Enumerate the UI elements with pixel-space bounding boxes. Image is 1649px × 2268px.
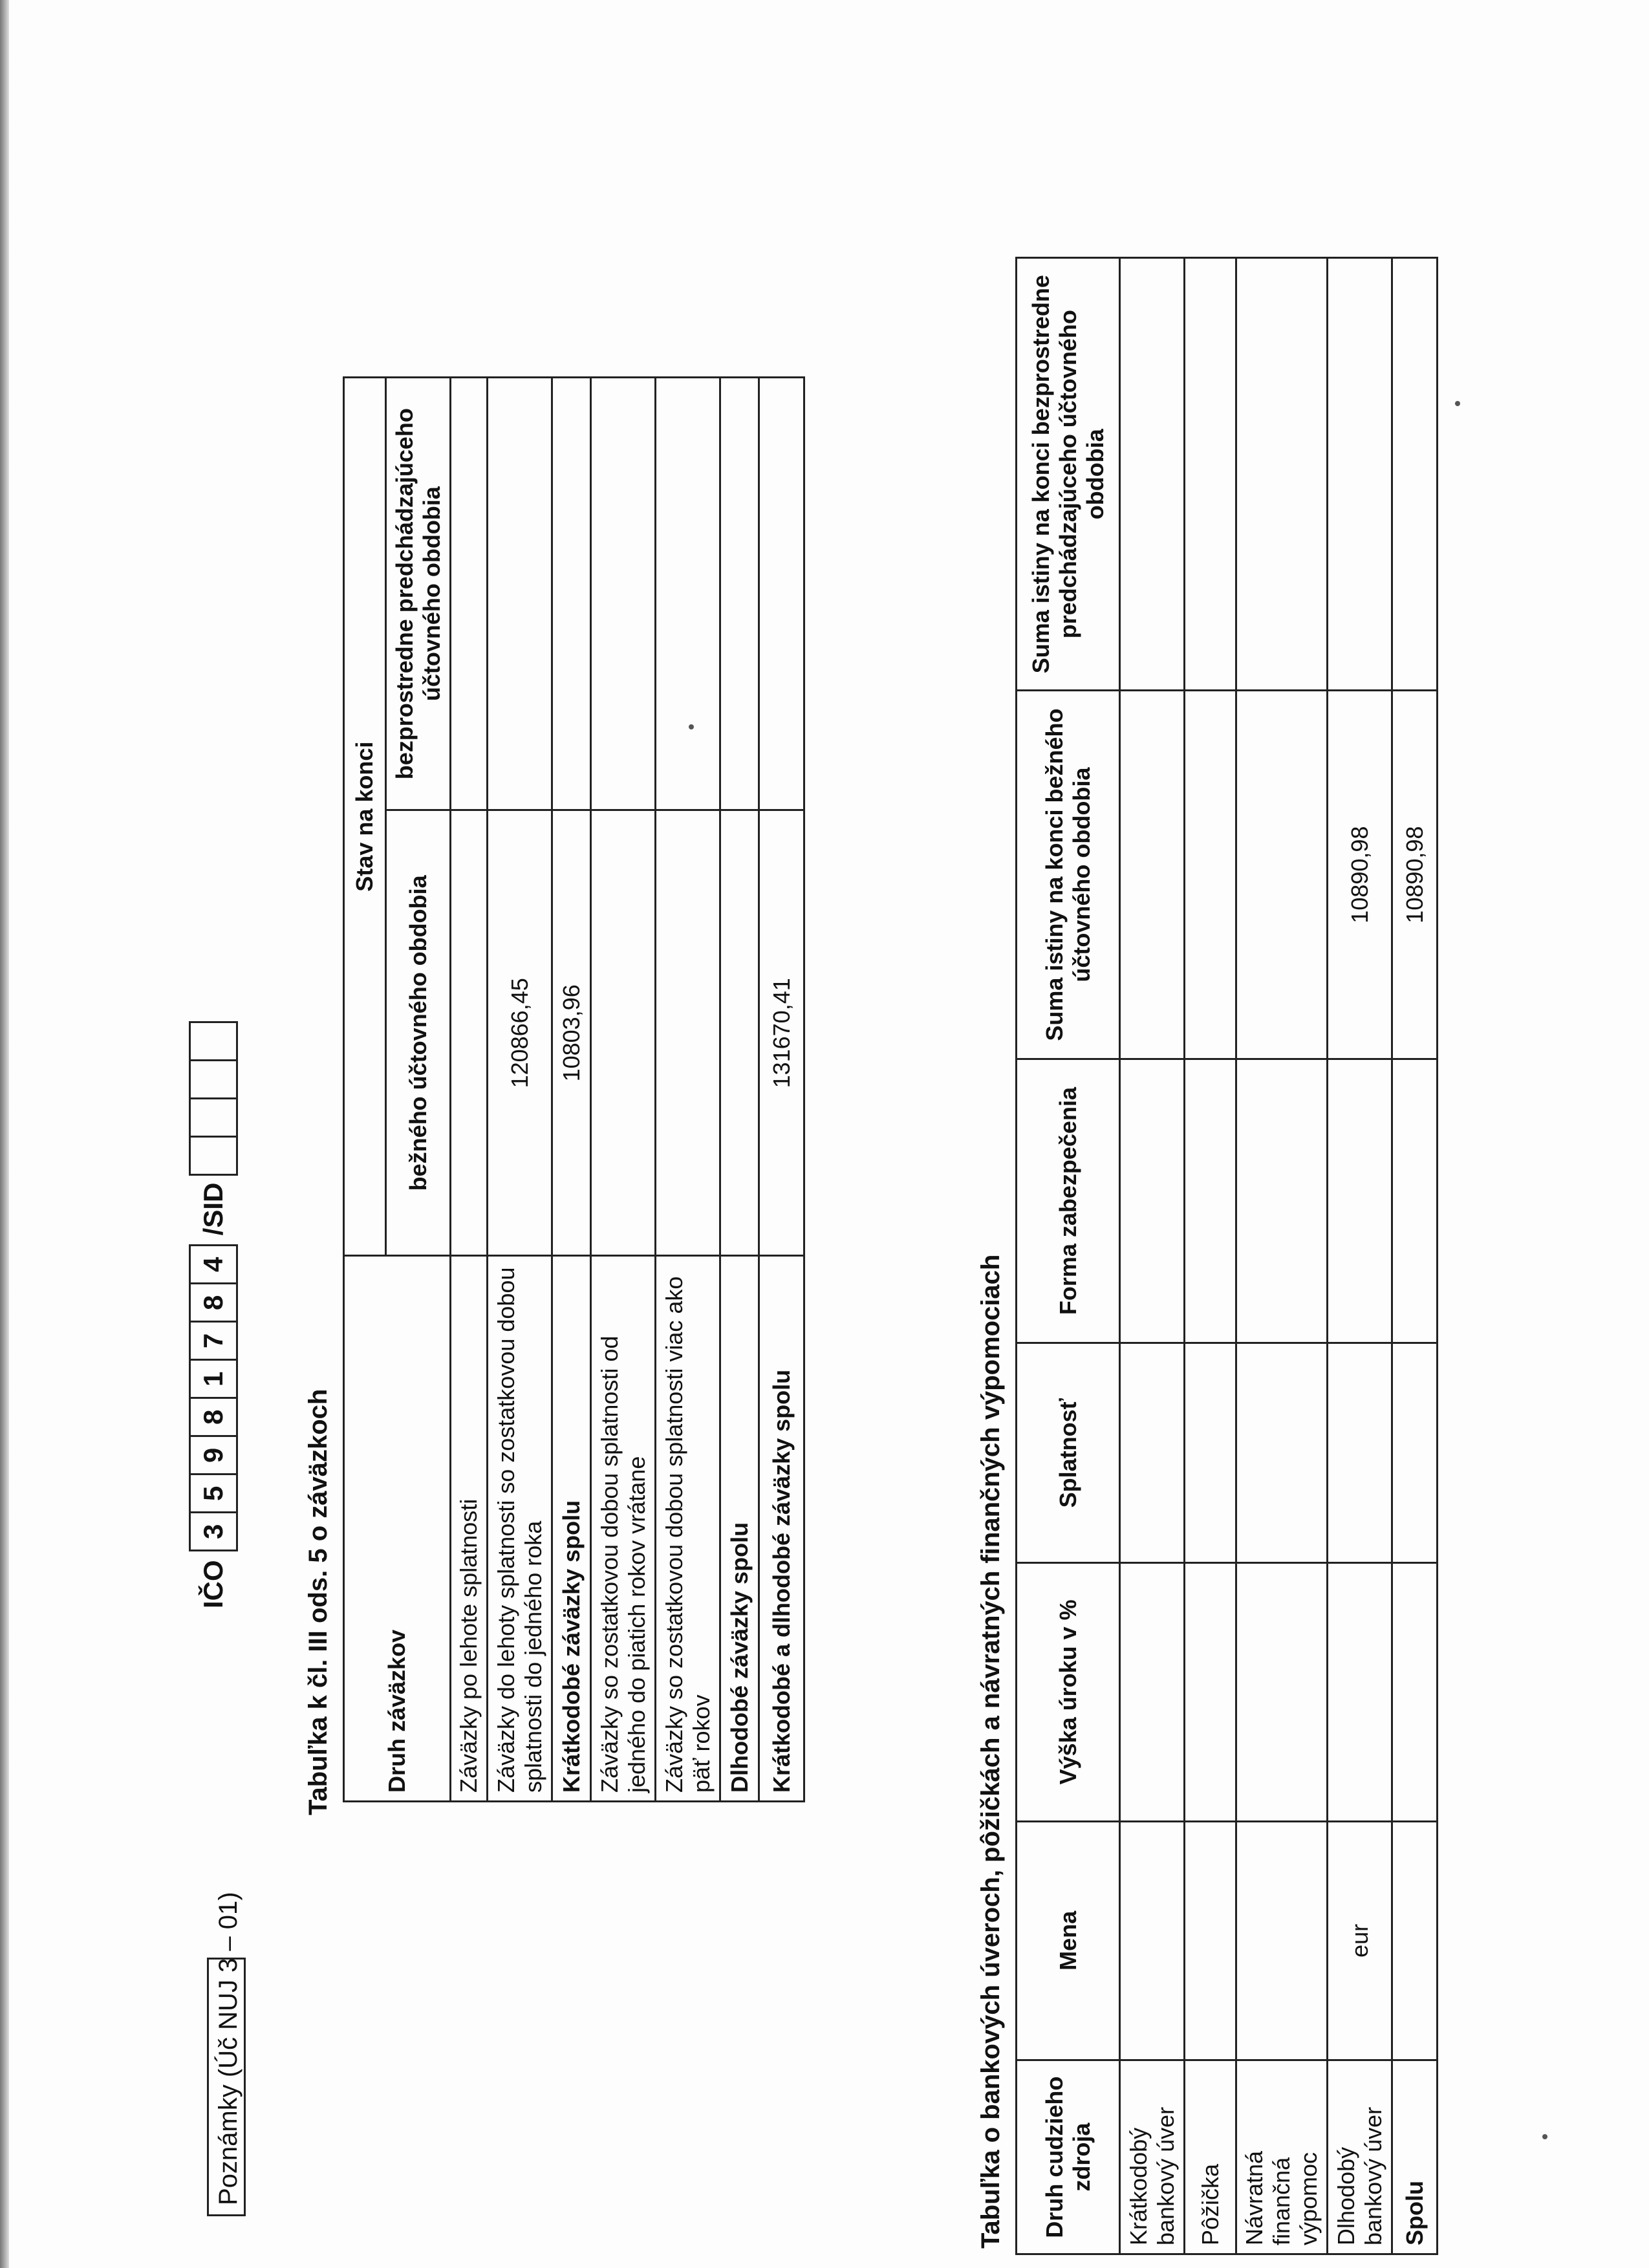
cell-security [1392, 1059, 1438, 1343]
value-previous [488, 378, 552, 810]
value-current [451, 810, 488, 1256]
row-label: Záväzky po lehote splatnosti [451, 1256, 488, 1802]
cell-previous [1236, 258, 1328, 691]
notes-label-box: Poznámky (Úč NUJ 3 – 01) [207, 1958, 246, 2216]
row-source: Dlhodobý bankový úver [1328, 2060, 1392, 2254]
table-row [720, 378, 759, 1802]
row-label: Záväzky so zostatkovou dobou splatnosti od jedného do piatich rokov vrátane [591, 1256, 656, 1802]
ico-digit: 1 [189, 1359, 238, 1399]
cell-previous [1185, 258, 1236, 691]
table2-caption: Tabuľka o bankových úveroch, pôžičkách a návratných finančných výpomociach [976, 1254, 1005, 2249]
row-label: Krátkodobé záväzky spolu [552, 1256, 591, 1802]
ico-digits [189, 1244, 238, 1550]
cell-rate [1392, 1563, 1438, 1822]
col-header-previous: bezprostredne predchádzajúceho účtovného obdobia [386, 378, 451, 810]
col-header-previous: Suma istiny na konci bezprostredne predchádzajúceho účtovného obdobia [1017, 258, 1120, 691]
cell-previous [1328, 258, 1392, 691]
cell-currency [1185, 1821, 1236, 2060]
value-previous [591, 378, 656, 810]
row-source: Návratná finančná výpomoc [1236, 2060, 1328, 2254]
value-previous [656, 378, 720, 810]
sid-digit [189, 1097, 238, 1138]
cell-due [1392, 1343, 1438, 1563]
row-label: Záväzky do lehoty splatnosti so zostatkovou dobou splatnosti do jedného roka [488, 1256, 552, 1802]
sid-digit [189, 1021, 238, 1061]
ico-label: IČO [198, 1560, 228, 1608]
ico-field [188, 1021, 239, 1608]
table-row [552, 378, 591, 1802]
cell-due [1236, 1343, 1328, 1563]
table-row [451, 378, 488, 1802]
cell-security [1236, 1059, 1328, 1343]
cell-current [1120, 691, 1185, 1059]
value-current [591, 810, 656, 1256]
ico-digit: 9 [189, 1435, 238, 1475]
col-header-group: Stav na konci [344, 378, 386, 1256]
cell-rate [1328, 1563, 1392, 1822]
col-header-source: Druh cudzieho zdroja [1017, 2060, 1120, 2254]
table-row [656, 378, 720, 1802]
col-header-rate: Výška úroku v % [1017, 1563, 1120, 1822]
cell-security [1120, 1059, 1185, 1343]
cell-due [1120, 1343, 1185, 1563]
value-previous [552, 378, 591, 810]
row-label: Dlhodobé záväzky spolu [720, 1256, 759, 1802]
table-row [759, 378, 804, 1802]
cell-current [1185, 691, 1236, 1059]
row-source: Krátkodobý bankový úver [1120, 2060, 1185, 2254]
row-source: Pôžička [1185, 2060, 1236, 2254]
value-previous [720, 378, 759, 810]
ico-digit: 3 [189, 1511, 238, 1551]
col-header-due: Splatnosť [1017, 1343, 1120, 1563]
ico-digit: 4 [189, 1244, 238, 1284]
cell-currency [1236, 1821, 1328, 2060]
table-row [1328, 258, 1392, 2254]
row-label: Záväzky so zostatkovou dobou splatnosti viac ako päť rokov [656, 1256, 720, 1802]
cell-current: 10890,98 [1328, 691, 1392, 1059]
value-previous [451, 378, 488, 810]
cell-currency [1120, 1821, 1185, 2060]
cell-current [1236, 691, 1328, 1059]
cell-previous [1120, 258, 1185, 691]
cell-security [1328, 1059, 1392, 1343]
sid-digit [189, 1136, 238, 1176]
ico-digit: 8 [189, 1282, 238, 1323]
ico-digit: 5 [189, 1473, 238, 1513]
cell-rate [1120, 1563, 1185, 1822]
cell-due [1328, 1343, 1392, 1563]
ico-digit: 8 [189, 1397, 238, 1437]
table-row [1185, 258, 1236, 2254]
row-label: Krátkodobé a dlhodobé záväzky spolu [759, 1256, 804, 1802]
table-row [488, 378, 552, 1802]
value-current: 131670,41 [759, 810, 804, 1256]
cell-rate [1185, 1563, 1236, 1822]
table1-caption: Tabuľka k čl. III ods. 5 o záväzkoch [304, 1388, 332, 1815]
value-current [656, 810, 720, 1256]
sid-digits [189, 1021, 238, 1174]
table-row [1236, 258, 1328, 2254]
cell-currency [1392, 1821, 1438, 2060]
ico-digit: 7 [189, 1321, 238, 1361]
value-previous [759, 378, 804, 810]
table-row [1120, 258, 1185, 2254]
loans-table [1015, 257, 1438, 2255]
liabilities-table [343, 376, 805, 1802]
cell-current: 10890,98 [1392, 691, 1438, 1059]
table-row [591, 378, 656, 1802]
table-row [1392, 258, 1438, 2254]
value-current: 120866,45 [488, 810, 552, 1256]
sid-label: /SID [198, 1182, 228, 1236]
value-current [720, 810, 759, 1256]
cell-rate [1236, 1563, 1328, 1822]
col-header-currency: Mena [1017, 1821, 1120, 2060]
col-header-current: bežného účtovného obdobia [386, 810, 451, 1256]
col-header-security: Forma zabezpečenia [1017, 1059, 1120, 1343]
cell-currency: eur [1328, 1821, 1392, 2060]
row-source: Spolu [1392, 2060, 1438, 2254]
col-header-current: Suma istiny na konci bežného účtovného obdobia [1017, 691, 1120, 1059]
cell-security [1185, 1059, 1236, 1343]
cell-due [1185, 1343, 1236, 1563]
sid-digit [189, 1059, 238, 1099]
col-header-type: Druh záväzkov [344, 1256, 451, 1802]
cell-previous [1392, 258, 1438, 691]
value-current: 10803,96 [552, 810, 591, 1256]
